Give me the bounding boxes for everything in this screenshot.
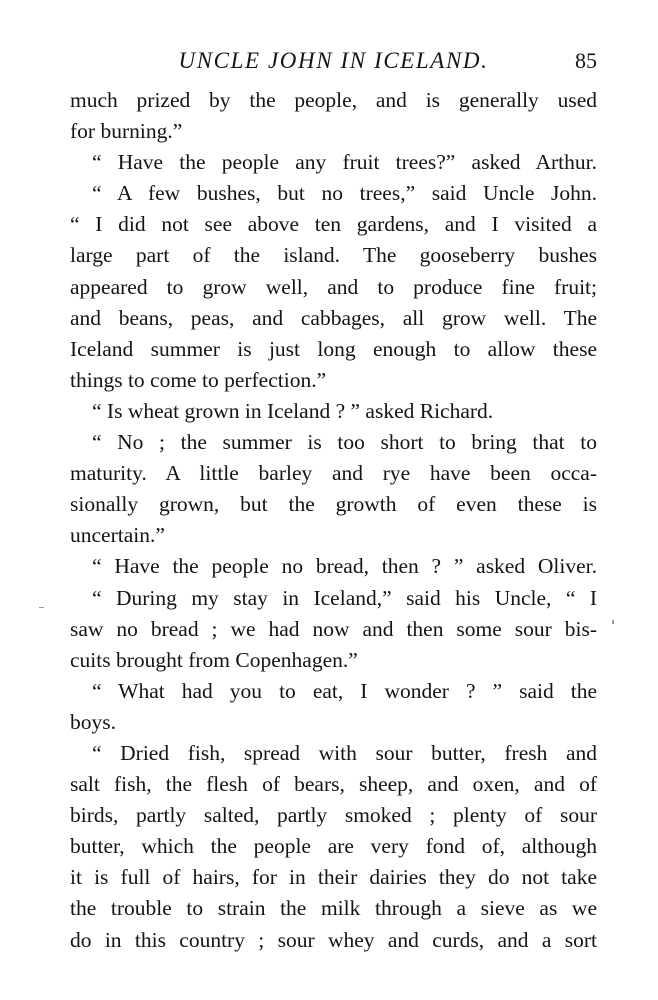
text-line: “ During my stay in Iceland,” said his Uncle, “ I [92,585,597,610]
text-line: saw no bread ; we had now and then some sour bis- [70,616,597,641]
text-line: and beans, peas, and cabbages, all grow well. The [70,305,597,330]
text-line: things to come to perfection.” [70,367,327,392]
text-line: Iceland summer is just long enough to allow these [70,336,597,361]
text-line: “ I did not see above ten gardens, and I visited a [70,212,597,237]
text-line: “ A few bushes, but no trees,” said Uncle John. [92,181,597,206]
margin-speck [39,607,44,608]
page-header [70,44,597,78]
text-line: “ Dried fish, spread with sour butter, fresh and [92,740,597,765]
text-line: it is full of hairs, for in their dairies they do not take [70,865,597,890]
text-line: salt fish, the flesh of bears, sheep, and oxen, and of [70,772,597,797]
text-line: boys. [70,709,116,734]
text-line: “ Have the people any fruit trees?” asked Arthur. [92,150,597,175]
text-line: cuits brought from Copenhagen.” [70,647,358,672]
text-line: birds, partly salted, partly smoked ; plenty of sour [70,803,597,828]
text-line: do in this country ; sour whey and curds, and a sort [70,927,597,952]
text-line: “ No ; the summer is too short to bring that to [92,430,597,455]
page-number: 85 [575,48,597,73]
body-text [70,85,597,956]
text-line: for burning.” [70,119,183,144]
text-line: “ What had you to eat, I wonder ? ” said the [92,678,597,703]
text-line: uncertain.” [70,523,165,548]
text-line: maturity. A little barley and rye have been occa- [70,461,597,486]
text-line: much prized by the people, and is generally used [70,88,597,112]
text-line: “ Is wheat grown in Iceland ? ” asked Richard. [92,398,494,423]
running-title: UNCLE JOHN IN ICELAND. [178,48,489,73]
margin-speck [612,620,614,624]
text-line: the trouble to strain the milk through a sieve as we [70,896,597,921]
text-line: butter, which the people are very fond of, although [70,834,597,859]
text-line: appeared to grow well, and to produce fine fruit; [70,274,597,299]
text-line: sionally grown, but the growth of even these is [70,492,597,517]
text-line: “ Have the people no bread, then ? ” asked Oliver. [92,554,597,579]
text-line: large part of the island. The gooseberry bushes [70,243,597,268]
